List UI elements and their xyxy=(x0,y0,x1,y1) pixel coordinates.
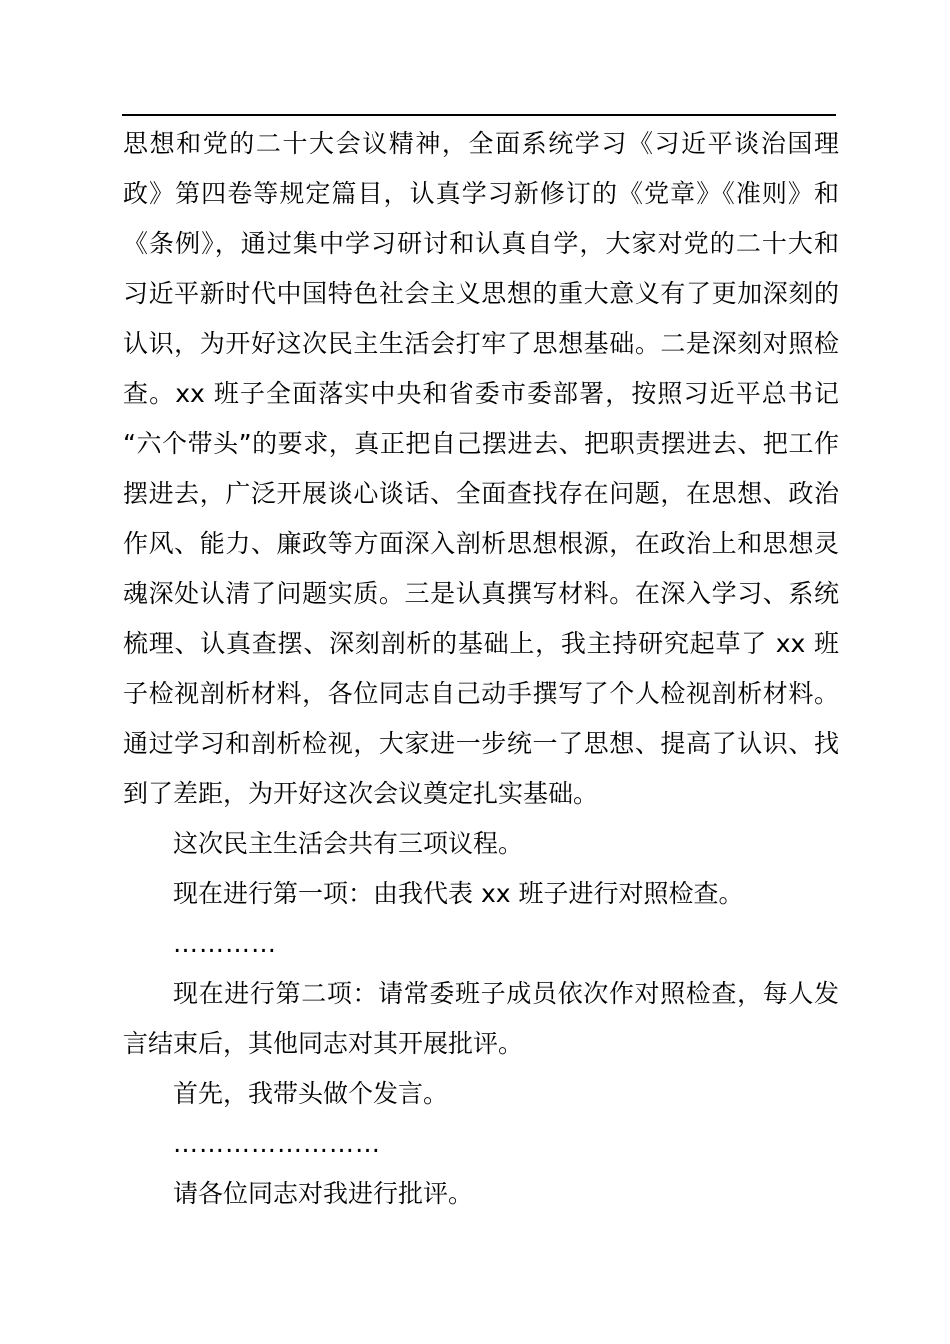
text-line: 子检视剖析材料，各位同志自己动手撰写了个人检视剖析材料。 xyxy=(123,679,839,708)
text-line: 梳理、认真查摆、深刻剖析的基础上，我主持研究起草了 xx 班 xyxy=(123,629,839,658)
agenda-item-one-line: 现在进行第一项：由我代表 xx 班子进行对照检查。 xyxy=(173,879,744,908)
agenda-intro-line: 这次民主生活会共有三项议程。 xyxy=(173,829,524,858)
text-line: 查。xx 班子全面落实中央和省委市委部署，按照习近平总书记 xyxy=(123,379,839,408)
text-line: 思想和党的二十大会议精神，全面系统学习《习近平谈治国理 xyxy=(123,129,839,158)
ellipsis-line: ………… xyxy=(173,929,277,958)
agenda-item-two-line: 言结束后，其他同志对其开展批评。 xyxy=(123,1029,524,1058)
header-rule xyxy=(122,114,836,116)
text-line: 政》第四卷等规定篇目，认真学习新修订的《党章》《准则》和 xyxy=(123,179,839,208)
text-line: 认识，为开好这次民主生活会打牢了思想基础。二是深刻对照检 xyxy=(123,329,839,358)
ellipsis-line: …………………… xyxy=(173,1129,381,1158)
text-line: 通过学习和剖析检视，大家进一步统一了思想、提高了认识、找 xyxy=(123,729,839,758)
text-line: 习近平新时代中国特色社会主义思想的重大意义有了更加深刻的 xyxy=(123,279,839,308)
text-line: 《条例》，通过集中学习研讨和认真自学，大家对党的二十大和 xyxy=(123,229,839,258)
text-line: “六个带头”的要求，真正把自己摆进去、把职责摆进去、把工作 xyxy=(123,429,839,458)
criticism-request-line: 请各位同志对我进行批评。 xyxy=(173,1179,474,1208)
text-line: 摆进去，广泛开展谈心谈话、全面查找存在问题，在思想、政治 xyxy=(123,479,839,508)
agenda-item-two-line: 现在进行第二项：请常委班子成员依次作对照检查，每人发 xyxy=(173,979,839,1008)
document-body xyxy=(123,119,839,1219)
text-line: 魂深处认清了问题实质。三是认真撰写材料。在深入学习、系统 xyxy=(123,579,839,608)
text-line: 到了差距，为开好这次会议奠定扎实基础。 xyxy=(123,779,599,808)
speech-intro-line: 首先，我带头做个发言。 xyxy=(173,1079,449,1108)
text-line: 作风、能力、廉政等方面深入剖析思想根源，在政治上和思想灵 xyxy=(123,529,839,558)
